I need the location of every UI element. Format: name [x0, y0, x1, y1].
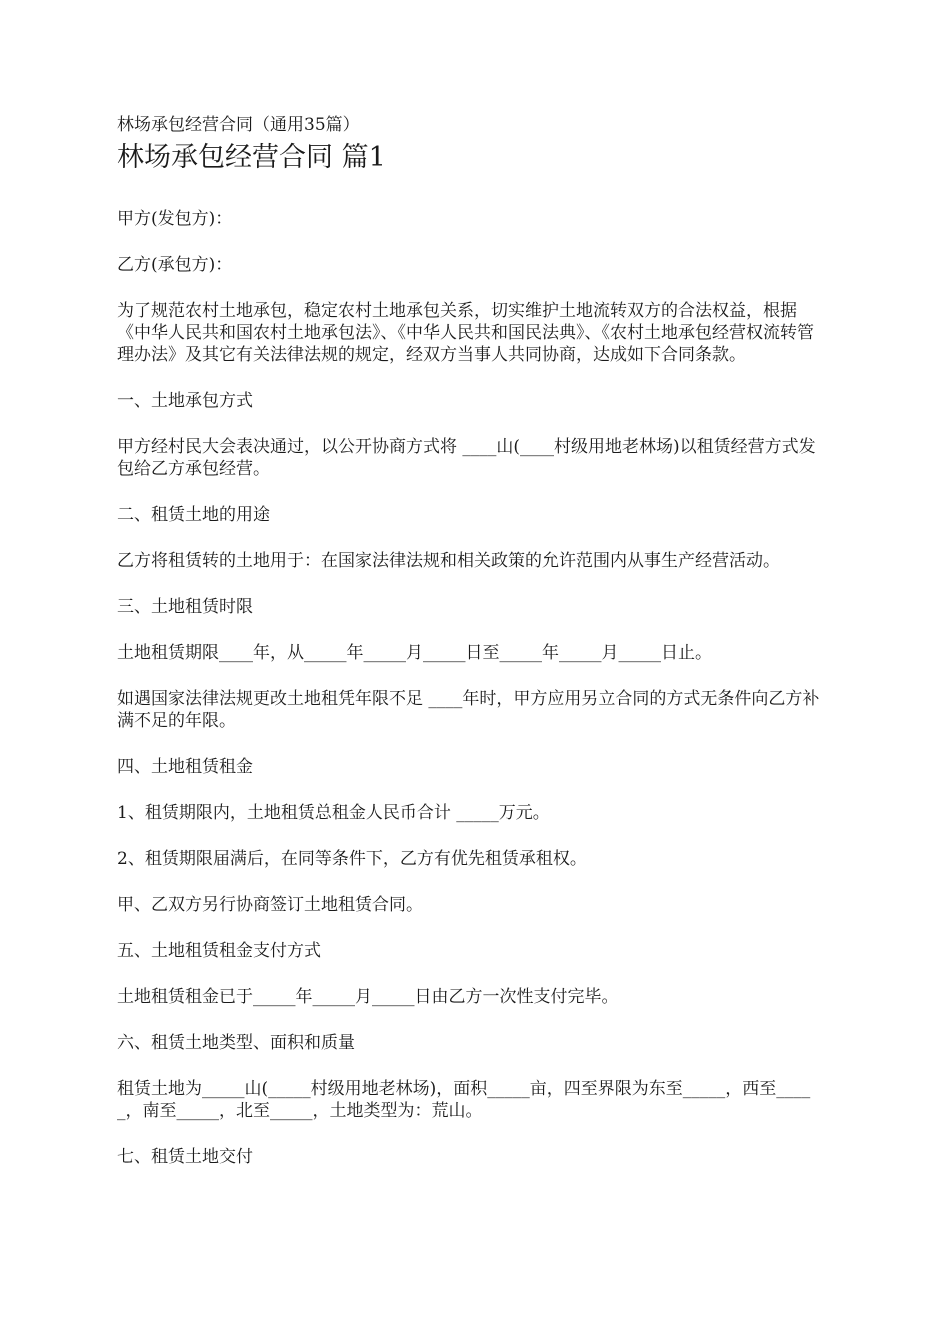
section-heading-2: 二、租赁土地的用途: [117, 505, 270, 525]
section-4-paragraph: 甲、乙双方另行协商签订土地租赁合同。: [117, 895, 423, 915]
party-a-line: 甲方(发包方)：: [117, 209, 233, 229]
contract-heading: 林场承包经营合同 篇1: [117, 142, 386, 173]
section-2-paragraph: 乙方将租赁转的土地用于：在国家法律法规和相关政策的允许范围内从事生产经营活动。: [117, 551, 780, 571]
preamble-paragraph: 为了规范农村土地承包，稳定农村土地承包关系，切实维护土地流转双方的合法权益，根据《中华人民共和国农村土地承包法》、《中华人民共和国民法典》、《农村土地承包经营权流转管理办法》及其它有关法律法规的规定，经双方当事人共同协商，达成如下合同条款。: [117, 301, 814, 365]
section-4-item-2: 2、租赁期限届满后，在同等条件下，乙方有优先租赁承租权。: [117, 849, 587, 869]
section-4-item-1: 1、租赁期限内，土地租赁总租金人民币合计 _____万元。: [117, 803, 550, 823]
contract-body: [117, 208, 827, 1168]
document-page: [117, 112, 827, 1192]
section-heading-4: 四、土地租赁租金: [117, 757, 253, 777]
section-heading-6: 六、租赁土地类型、面积和质量: [117, 1033, 355, 1053]
party-b-line: 乙方(承包方)：: [117, 255, 233, 275]
section-heading-1: 一、土地承包方式: [117, 391, 253, 411]
section-heading-5: 五、土地租赁租金支付方式: [117, 941, 321, 961]
section-heading-7: 七、租赁土地交付: [117, 1147, 253, 1167]
document-title: 林场承包经营合同（通用35篇）: [117, 115, 360, 135]
section-6-paragraph: 租赁土地为_____山(_____村级用地老林场)，面积_____亩，四至界限为东至_____，西至_____，南至_____，北至_____，土地类型为：荒山。: [117, 1079, 811, 1121]
section-3-paragraph-2: 如遇国家法律法规更改土地租凭年限不足 ____年时，甲方应用另立合同的方式无条件向乙方补满不足的年限。: [117, 689, 820, 731]
section-heading-3: 三、土地租赁时限: [117, 597, 253, 617]
section-3-paragraph-1: 土地租赁期限____年，从_____年_____月_____日至_____年_____月_____日止。: [117, 643, 712, 663]
section-1-paragraph: 甲方经村民大会表决通过，以公开协商方式将 ____山(____村级用地老林场)以租赁经营方式发包给乙方承包经营。: [117, 437, 816, 479]
section-5-paragraph: 土地租赁租金已于_____年_____月_____日由乙方一次性支付完毕。: [117, 987, 619, 1007]
